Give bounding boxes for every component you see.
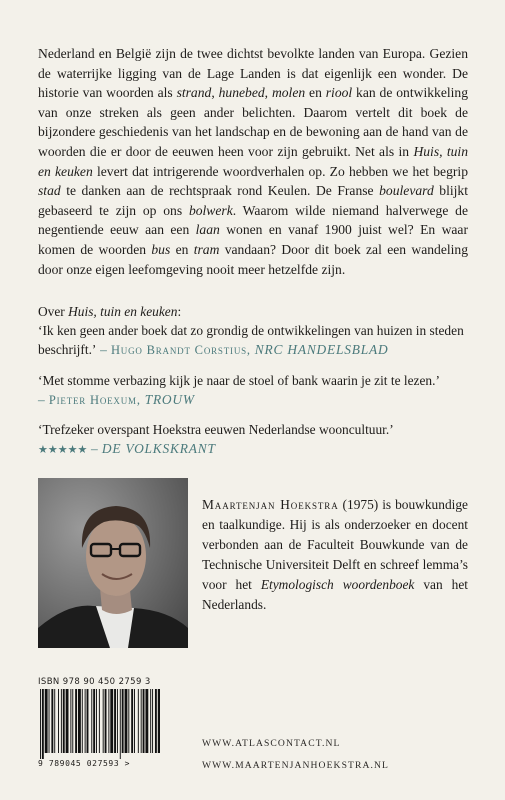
barcode-bar [128, 689, 129, 753]
barcode-bar [105, 689, 107, 753]
blurb-text: wonen en vanaf 1900 juist wel? En waar komen de woorden [38, 222, 468, 257]
isbn-label: ISBN 978 90 450 2759 3 [38, 677, 151, 687]
barcode-bar [58, 689, 59, 753]
barcode-bar [78, 689, 81, 753]
star-rating-icon: ★★★★★ [38, 444, 88, 457]
review-source: TROUW [144, 391, 195, 407]
term-bolwerk: bolwerk [188, 202, 233, 218]
blurb-text: Nederland en België zijn de twee dichtst bevolkte landen van Europa. Gezien de waterrijke ligging van de Lage Landen is dat eigenlijk een wonder. De historie van woorden als [38, 46, 468, 101]
attribution-dash: – [96, 342, 111, 358]
barcode-bar [75, 689, 77, 753]
barcode-bar [134, 689, 135, 753]
review-author: Pieter Hoexum, [48, 392, 145, 407]
barcode-bar [66, 689, 69, 753]
website-publisher[interactable]: WWW.ATLASCONTACT.NL [202, 738, 341, 749]
blurb-text: , [264, 85, 272, 101]
barcode-icon [38, 689, 160, 759]
reviews-intro-title: Huis, tuin en keuken [68, 304, 178, 319]
barcode-bar [108, 689, 109, 753]
blurb-text: levert dat intrigerende woordverhalen op. Zo hebben we het begrip [92, 163, 468, 179]
review-attribution [38, 392, 195, 407]
barcode-bar [42, 689, 44, 759]
term-strand: strand [176, 85, 212, 101]
blurb-text: blijkt gebaseerd te zijn op ons [38, 183, 468, 218]
review-attribution [96, 342, 388, 357]
review-quote: ‘Ik ken geen ander boek dat zo grondig de ontwikkelingen van huizen in steden beschrijft.’ [38, 323, 464, 358]
author-portrait-image [38, 478, 188, 648]
author-bio-text: (1975) is bouwkundige en taalkundige. Hij is als onderzoeker en docent verbonden aan de Faculteit Bouwkunde van de Technische Universiteit Delft en schreef lemma’s voor het [202, 497, 468, 592]
barcode-bar [125, 689, 128, 753]
review-author: Hugo Brandt Corstius, [110, 343, 255, 358]
author-photo [38, 478, 188, 648]
barcode-bar [145, 689, 148, 753]
review-source: NRC HANDELSBLAD [254, 342, 389, 358]
barcode-bar [103, 689, 104, 753]
barcode-bar [63, 689, 65, 753]
barcode-bar [150, 689, 151, 753]
author-bio-text: van het Nederlands. [202, 577, 468, 612]
review-quote: ‘Met stomme verbazing kijk je naar de stoel of bank waarin je zit te lezen.’ [38, 372, 440, 388]
term-molen: molen [271, 85, 306, 101]
barcode-bar [99, 689, 100, 753]
reviews-intro-colon: : [177, 304, 182, 319]
dictionary-title: Etymologisch woordenboek [260, 577, 415, 592]
barcode-bar [155, 689, 157, 753]
blurb-text: en [305, 85, 326, 101]
barcode-bar [141, 689, 142, 753]
barcode-bar [117, 689, 118, 753]
barcode-bar [93, 689, 95, 753]
blurb-text: , [211, 85, 219, 101]
barcode-bar [51, 689, 53, 753]
review-1 [38, 302, 478, 361]
barcode-bar [152, 689, 153, 753]
ean-digits: 9 789045 027593 > [38, 759, 131, 768]
barcode-bar [72, 689, 73, 753]
website-author[interactable]: WWW.MAARTENJANHOEKSTRA.NL [202, 760, 389, 771]
barcode-bar [54, 689, 55, 753]
barcode-bar [122, 689, 124, 753]
blurb-text: te danken aan de rechtspraak rond Keulen. De Franse [60, 183, 380, 199]
term-tram: tram [193, 241, 220, 257]
term-bus: bus [151, 241, 171, 257]
book-title-reference: Huis, tuin en keuken [38, 143, 469, 179]
blurb-text: . Waarom wilde niemand halverwege de negentiende eeuw aan een [38, 202, 468, 238]
barcode-bar [120, 689, 121, 759]
barcode-bar [45, 689, 48, 753]
barcode-bar [91, 689, 92, 753]
barcode-bar [131, 689, 133, 753]
barcode-bar [143, 689, 145, 753]
review-attribution [38, 441, 216, 456]
blurb-text: en [170, 241, 194, 257]
barcode-bar [82, 689, 83, 753]
term-boulevard: boulevard [379, 183, 434, 199]
term-laan: laan [195, 222, 220, 238]
blurb-text: vandaan? Door dit boek zal een wandeling door onze eigen leefomgeving nooit meer hetzelfde zijn. [38, 241, 468, 277]
attribution-dash: – [38, 391, 49, 407]
barcode-bar [158, 689, 160, 753]
attribution-dash: – [87, 441, 102, 457]
barcode-bar [138, 689, 139, 753]
author-name: Maartenjan Hoekstra [202, 497, 339, 512]
barcode-bar [49, 689, 50, 753]
blurb-paragraph [38, 44, 468, 279]
term-hunebed: hunebed [218, 85, 265, 101]
barcode-bar [40, 689, 41, 759]
barcode-bar [87, 689, 89, 753]
review-quote: ‘Trefzeker overspant Hoekstra eeuwen Nederlandse wooncultuur.’ [38, 422, 394, 438]
review-3 [38, 420, 478, 460]
barcode-bar [96, 689, 97, 753]
term-stad: stad [38, 183, 61, 199]
reviews-intro: Over [38, 304, 69, 319]
barcode-bar [61, 689, 62, 753]
barcode-bar [85, 689, 86, 753]
barcode-bar [114, 689, 116, 753]
barcode-bar [110, 689, 113, 753]
barcode-block [38, 677, 160, 777]
review-source: DE VOLKSKRANT [101, 441, 216, 457]
term-riool: riool [325, 85, 353, 101]
blurb-text: kan de ontwikkeling van onze streken als geen ander belichten. Daarom vertelt dit boek de bijzondere geschiedenis van het landschap en de bewoning aan de hand van de woorden die er door de eeuwen heen voor zijn gebruikt. Net als in [38, 85, 468, 159]
review-2 [38, 371, 478, 410]
barcode-bar [70, 689, 71, 753]
reviews-section [38, 302, 478, 460]
author-bio [202, 495, 468, 615]
